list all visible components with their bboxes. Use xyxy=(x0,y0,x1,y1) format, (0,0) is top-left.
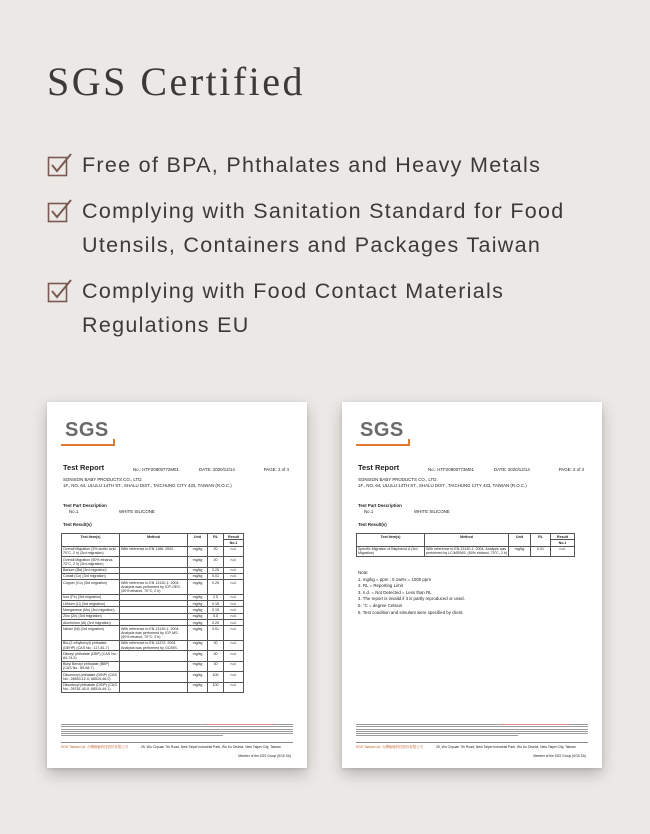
note-line: 4. The report is invalid if it is partly reproduced or used. xyxy=(358,596,465,602)
table-cell: 0.15 xyxy=(208,601,224,607)
table-cell: With reference to EN 14372: 2004. Analysis was performed by GC/MS. xyxy=(120,640,188,650)
table-cell: mg/kg xyxy=(188,594,208,600)
table-cell: Manganese (Mn) (3rd migration) xyxy=(62,607,120,613)
table-cell: Copper (Cu) (3rd migration) xyxy=(62,580,120,595)
test-part-number: No.1 xyxy=(364,509,374,514)
column-header: Method xyxy=(120,534,188,547)
sgs-test-report-document xyxy=(47,402,307,768)
test-part-value: WHITE SILICONE xyxy=(119,509,155,514)
report-title: Test Report xyxy=(63,463,105,472)
table-cell: 0.25 xyxy=(208,567,224,573)
feature-text-line: Free of BPA, Phthalates and Heavy Metals xyxy=(82,153,542,177)
table-cell: Diisodecyl phthalate (DIDP) (CAS No.: 26761-40-0; 68515-49-1) xyxy=(62,682,120,692)
test-part-label: Test Part Description xyxy=(63,503,107,508)
report-page: PAGE: 2 of 3 xyxy=(558,467,584,472)
feature-item-bpa-free xyxy=(47,148,637,182)
table-cell: Overall Migration (50% ethanol, 70°C, 2 h) (3rd migration) xyxy=(62,557,120,567)
feature-item-taiwan-standard xyxy=(47,194,637,262)
table-row xyxy=(62,651,244,661)
table-cell: 100 xyxy=(208,672,224,682)
results-table xyxy=(356,533,575,557)
table-cell: Barium (Ba) (3rd migration) xyxy=(62,567,120,573)
table-cell: Zinc (Zn) (3rd migration) xyxy=(62,613,120,619)
report-notes xyxy=(358,570,465,616)
report-page: PAGE: 2 of 4 xyxy=(263,467,289,472)
table-cell xyxy=(120,557,188,567)
table-cell: Specific Migration of Bisphenol A (3rd Migration) xyxy=(357,546,425,556)
table-cell: n.d. xyxy=(224,573,244,579)
table-cell: n.d. xyxy=(224,619,244,625)
report-date: DATE: 2020/12/14 xyxy=(199,467,235,472)
note-line: 1. mg/kg = ppm ; 0.1wt% = 1000 ppm xyxy=(358,576,431,582)
table-cell: mg/kg xyxy=(188,640,208,650)
table-cell: Iron (Fe) (3rd migration) xyxy=(62,594,120,600)
test-part-label: Test Part Description xyxy=(358,503,402,508)
column-subheader: No.1 xyxy=(551,540,575,546)
table-cell: n.d. xyxy=(224,580,244,595)
footer-company: SGS Taiwan Ltd. 台灣檢驗科技股份有限公司 xyxy=(61,745,128,749)
client-address: 1F., NO. 64, ULULU 14TH ST., SHALU DIST., TAICHUNG CITY 433, TAIWAN (R.O.C.) xyxy=(358,483,527,488)
feature-text-line: Complying with Food Contact Materials xyxy=(82,279,505,303)
table-cell: n.d. xyxy=(224,682,244,692)
table-cell: Overall Migration (3% acetic acid, 70°C, 2 h) (3rd migration) xyxy=(62,546,120,556)
note-line: 5. °C = degree Celsius xyxy=(358,603,403,609)
table-cell: mg/kg xyxy=(188,573,208,579)
table-cell: n.d. xyxy=(224,672,244,682)
client-name: SONISON BABY PRODUCTS CO., LTD. xyxy=(63,477,143,482)
table-row xyxy=(62,626,244,641)
table-cell: With reference to EN 13130-1: 2004. Analysis was performed by ICP-MS. (50% ethanol, 70°C, 2 h) xyxy=(120,626,188,641)
page-title: SGS Certified xyxy=(47,59,306,104)
table-cell: With reference to EN 13130-1: 2004. Analysis was performed by ICP-OES. (50% ethanol, 70°C, 2 h) xyxy=(120,580,188,595)
note-line: 2. RL = Reporting Limit xyxy=(358,583,403,589)
table-row xyxy=(62,640,244,650)
feature-text-line: Regulations EU xyxy=(82,313,250,337)
fine-print xyxy=(61,724,293,740)
table-cell xyxy=(120,651,188,661)
table-cell: mg/kg xyxy=(188,661,208,671)
note-line: 6. Test condition and simulant were specified by client. xyxy=(358,609,464,615)
table-cell: 20 xyxy=(208,546,224,556)
sgs-test-report-document xyxy=(342,402,602,768)
table-cell: With reference to EN 1186: 2002. xyxy=(120,546,188,556)
feature-text-line: Complying with Sanitation Standard for Food xyxy=(82,199,565,223)
table-cell: 0.01 xyxy=(208,626,224,641)
column-header: Result xyxy=(224,534,244,540)
table-cell: 0.01 xyxy=(531,546,551,556)
table-cell xyxy=(120,661,188,671)
notes-label: Note: xyxy=(358,570,369,575)
table-row xyxy=(62,661,244,671)
test-part-value: WHITE SILICONE xyxy=(414,509,450,514)
table-row xyxy=(62,682,244,692)
report-footer xyxy=(61,742,293,749)
results-table xyxy=(61,533,244,693)
table-cell xyxy=(120,682,188,692)
table-cell: 0.5 xyxy=(208,613,224,619)
table-cell: mg/kg xyxy=(188,613,208,619)
table-cell: n.d. xyxy=(224,607,244,613)
table-cell: n.d. xyxy=(224,613,244,619)
table-cell: n.d. xyxy=(551,546,575,556)
feature-text-line: Utensils, Containers and Packages Taiwan xyxy=(82,233,542,257)
client-address: 1F., NO. 64, ULULU 14TH ST., SHALU DIST., TAICHUNG CITY 433, TAIWAN (R.O.C.) xyxy=(63,483,232,488)
note-line: 3. n.d. = Not Detected = Less than RL xyxy=(358,589,432,595)
table-cell: 0.25 xyxy=(208,580,224,595)
member-note: Member of the SGS Group (SGS SA) xyxy=(238,754,291,758)
table-cell: Diisononyl phthalate (DINP) (CAS No.: 28553-12-0; 68515-48-0) xyxy=(62,672,120,682)
report-date: DATE: 2020/12/14 xyxy=(494,467,530,472)
logo-underline-tick xyxy=(113,439,115,446)
checkbox-checked-icon xyxy=(47,278,73,304)
table-cell: n.d. xyxy=(224,567,244,573)
sgs-logo: SGS xyxy=(65,419,109,441)
table-cell: 30 xyxy=(208,640,224,650)
table-cell: With reference to EN 13130-1: 2004. Analysis was performed by LC/MS/MS. (50% ethanol, 70°C, 2 h) xyxy=(426,547,507,556)
table-cell xyxy=(120,672,188,682)
table-cell: mg/kg xyxy=(188,651,208,661)
table-row xyxy=(62,580,244,595)
footer-address: 25, Wu Chyuan 7th Road, New Taipei Industrial Park, Wu Ku District, New Taipei City, Taiwan xyxy=(436,745,576,749)
table-cell: 0.01 xyxy=(208,573,224,579)
table-cell: Dibutyl phthalate (DBP) (CAS No.: 84-74-2) xyxy=(63,651,118,660)
feature-list xyxy=(47,148,637,342)
table-cell: Nickel (Ni) (3rd migration) xyxy=(62,626,120,641)
sgs-logo: SGS xyxy=(360,419,404,441)
member-note: Member of the SGS Group (SGS SA) xyxy=(533,754,586,758)
table-cell: n.d. xyxy=(224,661,244,671)
test-results-label: Test Result(s) xyxy=(358,522,387,527)
table-cell: n.d. xyxy=(224,601,244,607)
table-cell: 30 xyxy=(208,651,224,661)
table-cell: n.d. xyxy=(224,651,244,661)
test-results-label: Test Result(s) xyxy=(63,522,92,527)
table-cell: Aluminium (Al) (3rd migration) xyxy=(62,619,120,625)
table-row xyxy=(62,557,244,567)
column-header: Unit xyxy=(509,534,531,547)
logo-underline xyxy=(61,444,113,446)
column-header: RL xyxy=(208,534,224,547)
column-header: Test Item(s) xyxy=(357,534,425,547)
table-cell: mg/kg xyxy=(188,682,208,692)
table-cell: n.d. xyxy=(224,626,244,641)
table-cell: Butyl Benzyl phthalate (BBP) (CAS No.: 85-68-7) xyxy=(62,661,120,671)
table-cell: 2.5 xyxy=(208,594,224,600)
table-cell: mg/kg xyxy=(188,546,208,556)
report-number: No.: HTF20800772M01 xyxy=(133,467,179,472)
checkbox-checked-icon xyxy=(47,198,73,224)
table-cell: Cobalt (Co) (3rd migration) xyxy=(62,573,120,579)
report-footer xyxy=(356,742,588,749)
column-header: Unit xyxy=(188,534,208,547)
fine-print xyxy=(356,724,588,740)
checkbox-checked-icon xyxy=(47,152,73,178)
table-cell: mg/kg xyxy=(509,546,531,556)
table-cell: 30 xyxy=(208,661,224,671)
table-cell: n.d. xyxy=(224,594,244,600)
report-title: Test Report xyxy=(358,463,400,472)
table-row xyxy=(357,546,575,556)
table-cell: n.d. xyxy=(224,557,244,567)
table-cell: mg/kg xyxy=(188,619,208,625)
column-header: RL xyxy=(531,534,551,547)
test-part-number: No.1 xyxy=(69,509,79,514)
table-cell: mg/kg xyxy=(188,601,208,607)
table-row xyxy=(62,546,244,556)
table-cell: mg/kg xyxy=(188,672,208,682)
table-row xyxy=(62,672,244,682)
table-cell: Lithium (Li) (3rd migration) xyxy=(62,601,120,607)
column-header: Method xyxy=(425,534,509,547)
client-name: SONISON BABY PRODUCTS CO., LTD. xyxy=(358,477,438,482)
table-cell: mg/kg xyxy=(188,626,208,641)
column-subheader: No.1 xyxy=(224,540,244,546)
feature-item-eu-regulations xyxy=(47,274,637,342)
logo-underline-tick xyxy=(408,439,410,446)
table-cell: mg/kg xyxy=(188,567,208,573)
footer-company: SGS Taiwan Ltd. 台灣檢驗科技股份有限公司 xyxy=(356,745,423,749)
report-number: No.: HTF20800773M01 xyxy=(428,467,474,472)
table-cell: n.d. xyxy=(224,546,244,556)
column-header: Test Item(s) xyxy=(62,534,120,547)
table-cell: 100 xyxy=(208,682,224,692)
table-cell: mg/kg xyxy=(188,580,208,595)
table-cell: n.d. xyxy=(224,640,244,650)
table-cell: 0.25 xyxy=(208,619,224,625)
table-cell: mg/kg xyxy=(188,557,208,567)
table-cell: Bis-(2-ethylhexyl) phthalate (DEHP) (CAS No.: 117-81-7) xyxy=(62,640,120,650)
table-cell: 20 xyxy=(208,557,224,567)
column-header: Result xyxy=(551,534,575,540)
footer-address: 25, Wu Chyuan 7th Road, New Taipei Industrial Park, Wu Ku District, New Taipei City, Taiwan xyxy=(141,745,281,749)
table-cell: 0.15 xyxy=(208,607,224,613)
table-cell: mg/kg xyxy=(188,607,208,613)
logo-underline xyxy=(356,444,408,446)
